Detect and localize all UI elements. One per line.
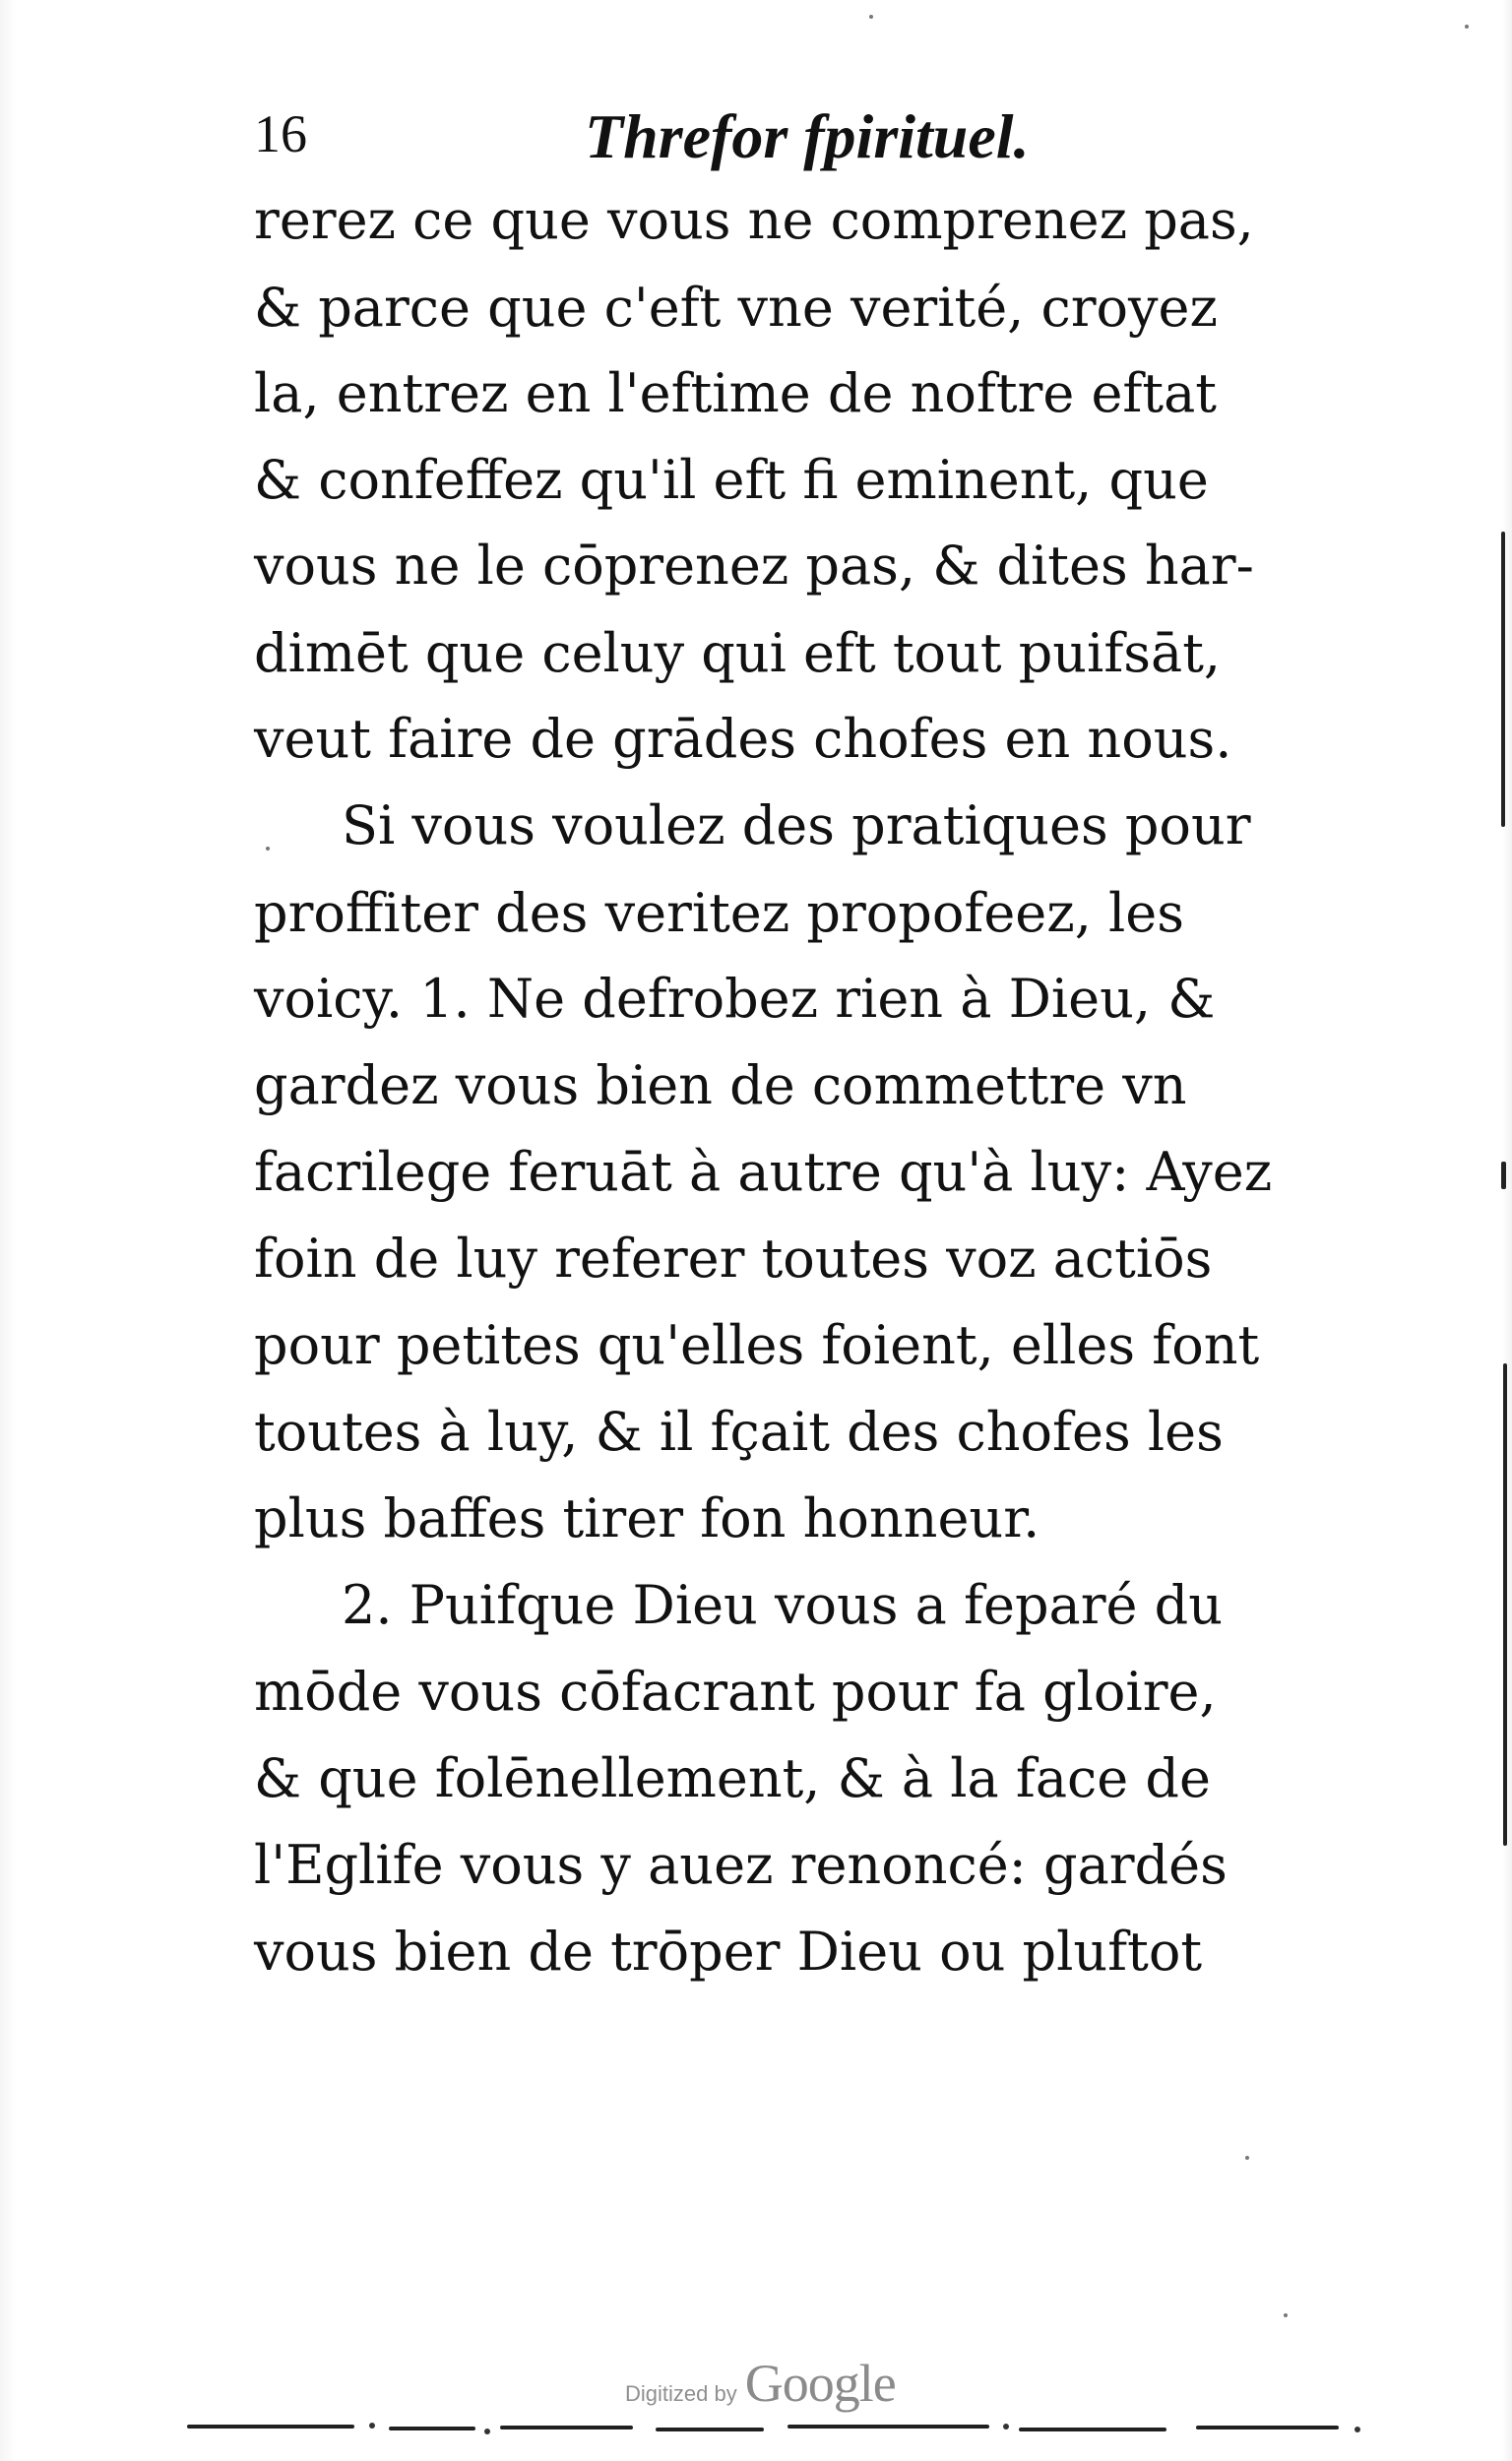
scan-stroke-1: [187, 2425, 354, 2429]
page-number: 16: [254, 104, 307, 163]
text-line-9: proffiter des veritez propofeez, les: [254, 882, 1184, 944]
text-line-13: foin de luy referer toutes voz actiōs: [254, 1228, 1213, 1290]
scan-speckle-1: [869, 15, 873, 19]
text-line-12: facrilege feruāt à autre qu'à luy: Ayez: [254, 1141, 1273, 1203]
watermark-prefix: Digitized by: [625, 2381, 737, 2406]
scan-dot-4: [1354, 2427, 1360, 2432]
text-line-17: 2. Puifque Dieu vous a feparé du: [342, 1574, 1224, 1636]
scan-stroke-5: [788, 2425, 989, 2429]
text-line-4: & confeffez qu'il eft fi eminent, que: [254, 449, 1209, 511]
text-line-6: dimēt que celuy qui eft tout puifsāt,: [254, 622, 1222, 684]
scan-stroke-7: [1196, 2426, 1339, 2429]
scan-speckle-3: [266, 847, 270, 851]
scan-dot-3: [1003, 2424, 1009, 2429]
bottom-scan-artifacts: [187, 2417, 1403, 2438]
text-line-2: & parce que c'eft vne verité, croyez: [254, 277, 1218, 339]
scan-speckle-2: [1465, 25, 1469, 29]
google-watermark: Google: [744, 2354, 896, 2413]
text-line-10: voicy. 1. Ne defrobez rien à Dieu, &: [254, 968, 1216, 1030]
text-line-7: veut faire de grādes chofes en nous.: [254, 708, 1232, 770]
scan-dot-2: [484, 2429, 490, 2434]
scan-dot-1: [369, 2423, 375, 2429]
text-line-20: l'Eglife vous y auez renoncé: gardés: [254, 1834, 1228, 1896]
text-line-3: la, entrez en l'eftime de noftre eftat: [254, 362, 1218, 424]
scan-stroke-2: [389, 2427, 475, 2430]
right-edge-mark-3: [1503, 1363, 1507, 1846]
scan-speckle-5: [1284, 2313, 1288, 2317]
text-line-14: pour petites qu'elles foient, elles font: [254, 1314, 1260, 1376]
text-line-18: mōde vous cōfacrant pour fa gloire,: [254, 1661, 1217, 1723]
text-line-19: & que folēnellement, & à la face de: [254, 1747, 1211, 1809]
text-line-5: vous ne le cōprenez pas, & dites har-: [254, 535, 1254, 597]
text-line-1: rerez ce que vous ne comprenez pas,: [254, 189, 1254, 251]
digitization-watermark: [625, 2353, 896, 2414]
running-title: Threfor fpirituel.: [585, 101, 1030, 171]
scan-speckle-4: [1245, 2156, 1249, 2160]
scan-stroke-3: [500, 2426, 633, 2429]
text-line-8: Si vous voulez des pratiques pour: [342, 794, 1251, 856]
right-edge-mark-1: [1501, 532, 1505, 827]
scan-stroke-6: [1019, 2428, 1166, 2431]
text-line-15: toutes à luy, & il fçait des chofes les: [254, 1401, 1224, 1463]
text-line-16: plus baffes tirer fon honneur.: [254, 1487, 1040, 1549]
text-line-11: gardez vous bien de commettre vn: [254, 1054, 1187, 1116]
text-line-21: vous bien de trōper Dieu ou pluftot: [254, 1921, 1203, 1983]
scan-stroke-4: [656, 2428, 764, 2431]
right-edge-mark-2: [1501, 1162, 1506, 1189]
